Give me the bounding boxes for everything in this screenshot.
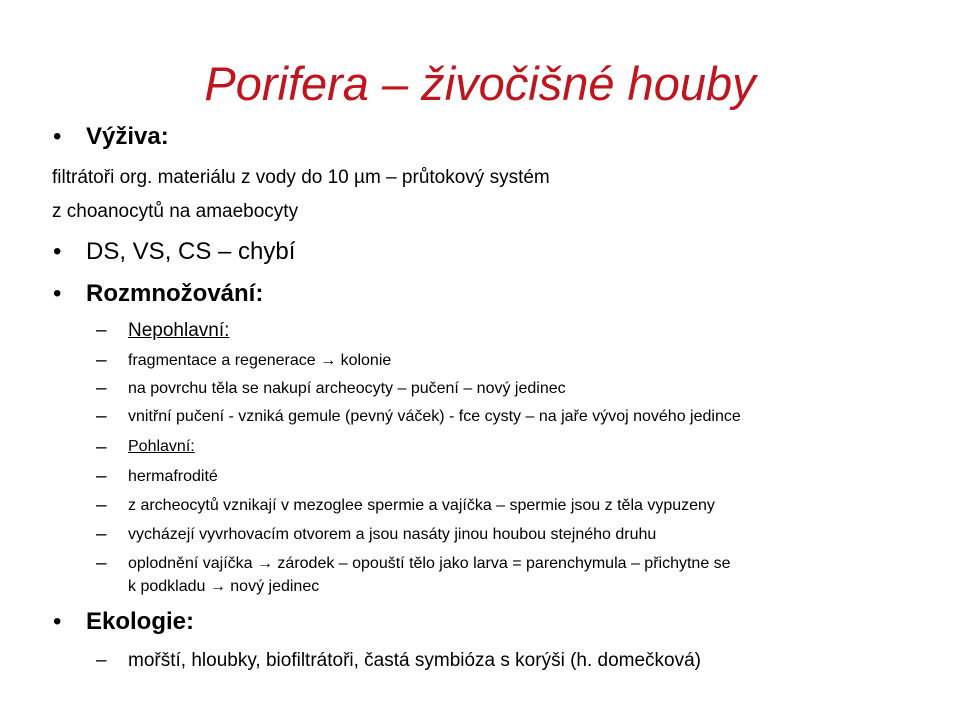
vyziva-line-1: filtrátoři org. materiálu z vody do 10 µm – průtokový systém [52, 167, 550, 188]
list-item-continuation: k podkladu → nový jedinec [128, 578, 320, 595]
dash-icon: – [96, 495, 107, 516]
dash-icon: – [96, 406, 107, 427]
section-heading-vyziva: Výživa: [86, 123, 169, 150]
list-item: z archeocytů vznikají v mezoglee spermie a vajíčka – spermie jsou z těla vypuzeny [128, 497, 715, 514]
list-item: hermafrodité [128, 468, 218, 485]
bullet-icon: • [53, 608, 62, 635]
subheading-nepohlavni: Nepohlavní: [128, 320, 230, 341]
ekologie-item: mořští, hloubky, biofiltrátoři, častá symbióza s korýši (h. domečková) [128, 650, 702, 671]
dash-icon: – [96, 378, 107, 399]
bullet-icon: • [53, 280, 62, 307]
section-heading-rozmnozovani: Rozmnožování: [86, 280, 264, 307]
slide-title: Porifera – živočišné houby [204, 57, 756, 110]
ds-line: DS, VS, CS – chybí [86, 238, 296, 265]
list-item: vycházejí vyvrhovacím otvorem a jsou nasáty jinou houbou stejného druhu [128, 526, 657, 543]
dash-icon: – [96, 350, 107, 371]
list-item: na povrchu těla se nakupí archeocyty – pučení – nový jedinec [128, 380, 566, 397]
bullet-icon: • [53, 238, 62, 265]
list-item: oplodnění vajíčka → zárodek – opouští tělo jako larva = parenchymula – přichytne se [128, 555, 731, 572]
dash-icon: – [96, 437, 107, 458]
subheading-pohlavni: Pohlavní: [128, 438, 195, 455]
dash-icon: – [96, 466, 107, 487]
dash-icon: – [96, 553, 107, 574]
dash-icon: – [96, 524, 107, 545]
section-heading-ekologie: Ekologie: [86, 608, 195, 635]
dash-icon: – [96, 320, 107, 341]
list-item: vnitřní pučení - vzniká gemule (pevný váček) - fce cysty – na jaře vývoj nového jedince [128, 408, 741, 425]
list-item: fragmentace a regenerace → kolonie [128, 352, 392, 369]
bullet-icon: • [53, 123, 62, 150]
vyziva-line-2: z choanocytů na amaebocyty [52, 201, 299, 222]
dash-icon: – [96, 650, 107, 671]
